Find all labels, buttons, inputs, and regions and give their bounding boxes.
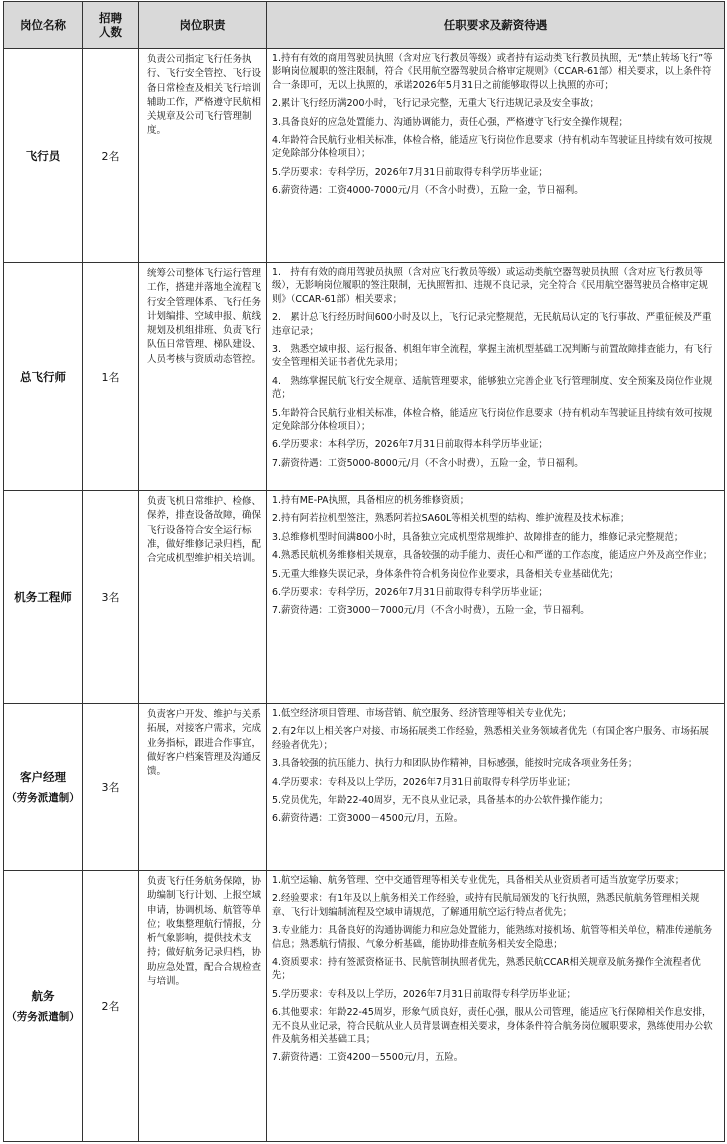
requirement-item: 7.薪资待遇：工资5000-8000元/月（不含小时费），五险一金，节日福利。 bbox=[272, 457, 584, 469]
job-requirements bbox=[267, 871, 725, 1142]
job-duties: 负责公司指定飞行任务执行、飞行安全管控、飞行设备日常检查及相关飞行培训辅助工作，严格遵守民航相关规章及公司飞行管理制度。 bbox=[139, 49, 267, 263]
table-row bbox=[4, 263, 725, 491]
requirement-item: 4.资质要求：持有签派资格证书、民航管制执照者优先，熟悉民航CCAR相关规章及航务操作全流程者优先； bbox=[272, 957, 701, 982]
job-duties: 负责客户开发、维护与关系拓展，对接客户需求，完成业务指标，跟进合作事宜，做好客户档案管理及沟通反馈。 bbox=[139, 704, 267, 871]
requirement-item: 6.其他要求：年龄22-45周岁，形象气质良好，责任心强，服从公司管理，能适应飞行保障相关作息安排，无不良从业记录，符合民航从业人员背景调查相关要求，身体条件符合航务岗位履职要求，熟练使用办公软件及航务相关基础工具； bbox=[272, 1007, 713, 1046]
requirement-item: 5.党员优先，年龄22-40周岁，无不良从业记录，具备基本的办公软件操作能力； bbox=[272, 795, 609, 807]
requirement-item: 3.具备较强的抗压能力、执行力和团队协作精神，目标感强，能按时完成各项业务任务； bbox=[272, 758, 638, 770]
requirement-item: 5.学历要求：专科学历，2026年7月31日前取得专科学历毕业证； bbox=[272, 166, 548, 178]
requirement-item: 1.低空经济项目管理、市场营销、航空服务、经济管理等相关专业优先； bbox=[272, 708, 572, 719]
requirement-item: 4.学历要求：专科及以上学历，2026年7月31日前取得专科学历毕业证； bbox=[272, 776, 576, 788]
hiring-count: 2名 bbox=[83, 49, 139, 263]
job-duties: 负责飞行任务航务保障，协助编制飞行计划、上报空域申请，协调机场、航管等单位；收集整理航行情报，分析气象影响，提供技术支持；做好航务记录归档，协助应急处置，配合合规检查与培训。 bbox=[139, 871, 267, 1142]
header-requirements: 任职要求及薪资待遇 bbox=[267, 2, 725, 49]
requirement-item: 2. 累计总飞行经历时间600小时及以上，飞行记录完整规范，无民航局认定的飞行事故、严重征候及严重违章记录； bbox=[272, 312, 712, 337]
requirement-item: 1.持有ME-PA执照，具备相应的机务维修资质； bbox=[272, 495, 470, 506]
requirement-item: 6.学历要求：本科学历，2026年7月31日前取得本科学历毕业证； bbox=[272, 439, 548, 451]
position-employment-type: （劳务派遣制） bbox=[6, 1010, 80, 1023]
table-header-row bbox=[4, 2, 725, 49]
requirement-item: 6.学历要求：专科学历，2026年7月31日前取得专科学历毕业证； bbox=[272, 587, 548, 599]
job-requirements bbox=[267, 491, 725, 704]
requirement-item: 2.持有阿若拉机型签注，熟悉阿若拉SA60L等相关机型的结构、维护流程及技术标准； bbox=[272, 513, 630, 525]
position-name: 机务工程师 bbox=[14, 590, 72, 604]
table-row bbox=[4, 49, 725, 263]
requirement-item: 3.具备良好的应急处置能力、沟通协调能力，责任心强，严格遵守飞行安全操作规程； bbox=[272, 116, 628, 128]
position-name: 航务 bbox=[31, 988, 55, 1003]
requirement-item: 4.年龄符合民航行业相关标准，体检合格，能适应飞行岗位作息要求（持有机动车驾驶证且持续有效可按规定免除部分体检项目）； bbox=[272, 135, 713, 160]
position-name: 客户经理 bbox=[20, 769, 66, 784]
hiring-count: 3名 bbox=[83, 704, 139, 871]
hiring-count: 2名 bbox=[83, 871, 139, 1142]
hiring-count: 1名 bbox=[83, 263, 139, 491]
job-duties: 负责飞机日常维护、检修、保养，排查设备故障，确保飞行设备符合安全运行标准，做好维修记录归档，配合完成机型维护相关培训。 bbox=[139, 491, 267, 704]
job-requirements bbox=[267, 49, 725, 263]
position-name: 飞行员 bbox=[25, 148, 61, 163]
position-name: 总飞行师 bbox=[20, 369, 66, 384]
job-duties: 统筹公司整体飞行运行管理工作，搭建并落地全流程飞行安全管理体系、飞行任务计划编排、空域申报、航线规划及机组排班、负责飞行队伍日常管理、梯队建设、人员考核与资质动态管控。 bbox=[139, 263, 267, 491]
table-row bbox=[4, 704, 725, 871]
header-count bbox=[83, 2, 139, 49]
requirement-item: 2.累计飞行经历满200小时，飞行记录完整，无重大飞行违规记录及安全事故； bbox=[272, 98, 599, 110]
position-name-cell bbox=[4, 49, 83, 263]
requirement-item: 1. 持有有效的商用驾驶员执照（含对应飞行教员等级）或运动类航空器驾驶员执照（含对应飞行教员等级），无影响岗位履职的签注限制，无执照暂扣、违规不良记录，完全符合《民用航空器驾驶员合格审定规则》（CCAR-61部）相关要求； bbox=[272, 267, 708, 305]
table-row bbox=[4, 491, 725, 704]
requirement-item: 6.薪资待遇：工资3000－4500元/月，五险。 bbox=[272, 813, 464, 825]
table-row bbox=[4, 871, 725, 1142]
header-count-text: 招聘人数 bbox=[99, 11, 122, 39]
requirement-item: 5.年龄符合民航行业相关标准，体检合格，能适应飞行岗位作息要求（持有机动车驾驶证且持续有效可按规定免除部分体检项目）； bbox=[272, 407, 713, 433]
hiring-count: 3名 bbox=[83, 491, 139, 704]
position-employment-type: （劳务派遣制） bbox=[6, 791, 80, 804]
header-duties: 岗位职责 bbox=[139, 2, 267, 49]
header-position: 岗位名称 bbox=[4, 2, 83, 49]
requirement-item: 3.专业能力：具备良好的沟通协调能力和应急处置能力，能熟练对接机场、航管等相关单位，精准传递航务信息；熟悉航行情报、气象分析基础，能协助排查航务相关安全隐患； bbox=[272, 925, 713, 950]
requirement-item: 5.无重大维修失误记录，身体条件符合机务岗位作业要求，具备相关专业基础优先； bbox=[272, 568, 619, 580]
position-name-cell bbox=[4, 491, 83, 704]
requirement-item: 3.总维修机型时间满800小时，具备独立完成机型常规维护、故障排查的能力，维修记录完整规范； bbox=[272, 531, 684, 543]
position-name-cell bbox=[4, 871, 83, 1142]
requirement-item: 7.薪资待遇：工资4200－5500元/月，五险。 bbox=[272, 1052, 464, 1064]
requirement-item: 2.经验要求：有1年及以上航务相关工作经验，或持有民航局颁发的飞行执照，熟悉民航航务管理相关规章、飞行计划编制流程及空域申请规范，了解通用航空运行特点者优先； bbox=[272, 893, 700, 918]
job-table bbox=[3, 1, 725, 1142]
job-requirements bbox=[267, 704, 725, 871]
requirement-item: 1.持有有效的商用驾驶员执照（含对应飞行教员等级）或者持有运动类飞行教员执照，无“禁止转场飞行”等影响岗位履职的签注限制，符合《民用航空器驾驶员合格审定规则》（CCAR-61部）相关要求，以上条件符合一条即可，无以上执照的，承诺2026年5月31日之前能够取得以上执照的亦可； bbox=[272, 53, 713, 91]
requirement-item: 4.熟悉民航机务维修相关规章，具备较强的动手能力、责任心和严谨的工作态度，能适应户外及高空作业； bbox=[272, 550, 713, 562]
requirement-item: 5.学历要求：专科及以上学历，2026年7月31日前取得专科学历毕业证； bbox=[272, 988, 576, 1000]
position-name-cell bbox=[4, 263, 83, 491]
requirement-item: 1.航空运输、航务管理、空中交通管理等相关专业优先，具备相关从业资质者可适当放宽学历要求； bbox=[272, 875, 685, 886]
requirement-item: 6.薪资待遇：工资4000-7000元/月（不含小时费），五险一金，节日福利。 bbox=[272, 185, 584, 197]
position-name-cell bbox=[4, 704, 83, 871]
requirement-item: 7.薪资待遇：工资3000－7000元/月（不含小时费），五险一金，节日福利。 bbox=[272, 605, 590, 617]
requirement-item: 3. 熟悉空域申报、运行报备、机组年审全流程，掌握主流机型基础工况判断与前置故障排查能力，有飞行安全管理相关证书者优先录用； bbox=[272, 344, 713, 369]
job-requirements bbox=[267, 263, 725, 491]
requirement-item: 2.有2年以上相关客户对接、市场拓展类工作经验，熟悉相关业务领域者优先（有国企客户服务、市场拓展经验者优先）； bbox=[272, 726, 709, 751]
requirement-item: 4. 熟练掌握民航飞行安全规章、适航管理要求，能够独立完善企业飞行管理制度、安全预案及岗位作业规范； bbox=[272, 375, 713, 401]
